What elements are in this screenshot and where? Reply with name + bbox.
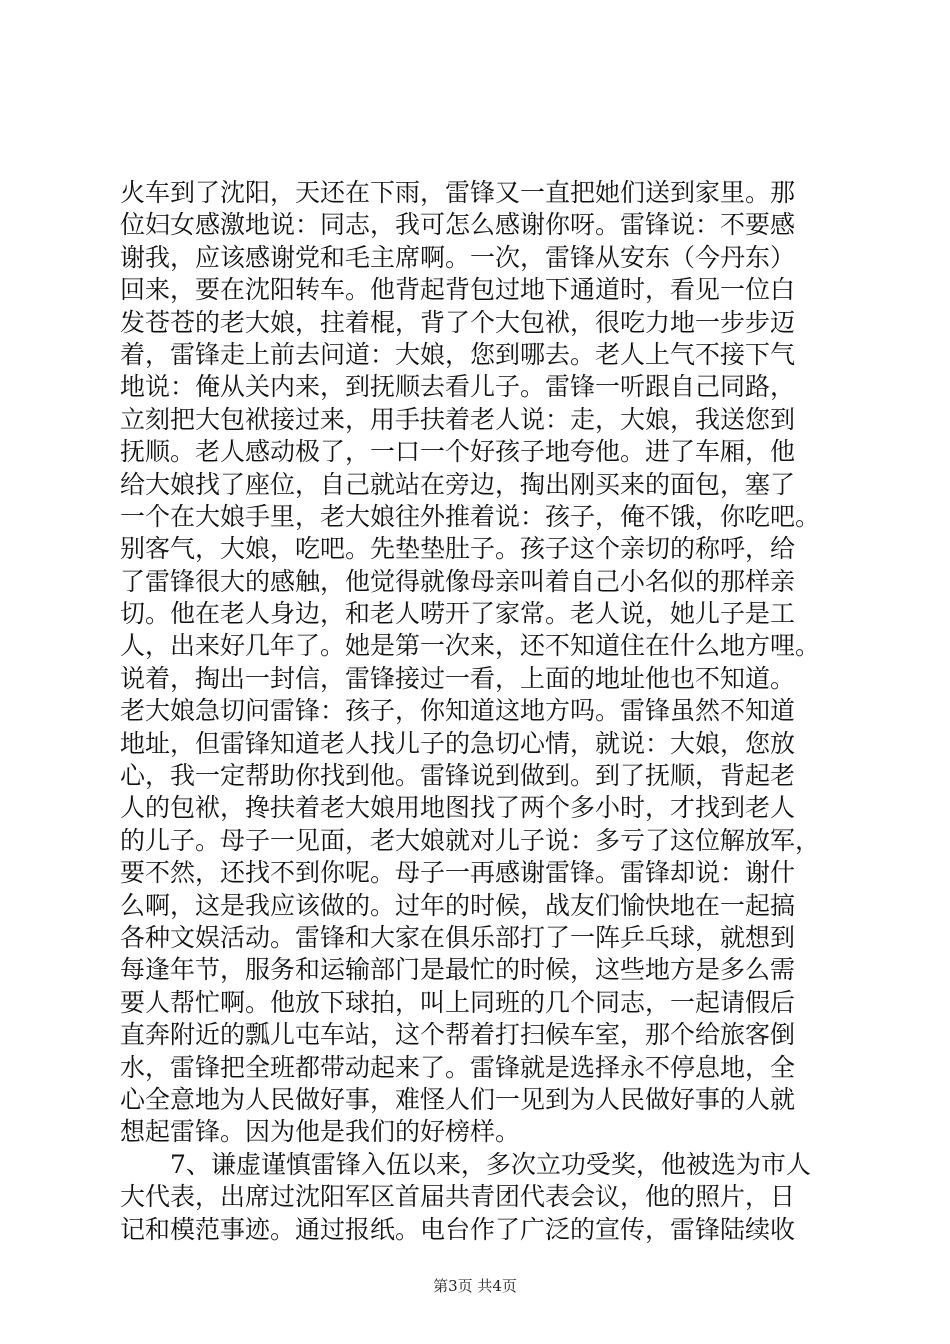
text-line: 么啊，这是我应该做的。过年的时候，战友们愉快地在一起搞 xyxy=(120,890,796,920)
text-line: 直奔附近的瓢儿屯车站，这个帮着打扫候车室，那个给旅客倒 xyxy=(120,1020,796,1050)
text-line: 立刻把大包袱接过来，用手扶着老人说：走，大娘，我送您到 xyxy=(120,404,796,434)
text-line: 心全意地为人民做好事，难怪人们一见到为人民做好事的人就 xyxy=(120,1084,796,1114)
text-line: 人的包袱，搀扶着老大娘用地图找了两个多小时，才找到老人 xyxy=(120,793,796,823)
text-line: 老大娘急切问雷锋：孩子，你知道这地方吗。雷锋虽然不知道 xyxy=(120,696,796,726)
text-line: 水，雷锋把全班都带动起来了。雷锋就是选择永不停息地，全 xyxy=(120,1052,796,1082)
text-line: 各种文娱活动。雷锋和大家在俱乐部打了一阵乒乓球，就想到 xyxy=(120,922,796,952)
section-7-first-line: 7、谦虚谨慎雷锋入伍以来，多次立功受奖，他被选为市人 xyxy=(120,1149,811,1179)
text-line: 想起雷锋。因为他是我们的好榜样。 xyxy=(120,1117,521,1147)
text-line: 发苍苍的老大娘，拄着棍，背了个大包袱，很吃力地一步步迈 xyxy=(120,307,796,337)
text-line: 大代表，出席过沈阳军区首届共青团代表会议，他的照片，日 xyxy=(120,1182,796,1212)
text-line: 心，我一定帮助你找到他。雷锋说到做到。到了抚顺，背起老 xyxy=(120,761,796,791)
body-text xyxy=(120,177,840,1246)
text-line: 地说：俺从关内来，到抚顺去看儿子。雷锋一听跟自己同路， xyxy=(120,372,796,402)
text-line: 抚顺。老人感动极了，一口一个好孩子地夸他。进了车厢，他 xyxy=(120,437,796,467)
text-line: 每逢年节，服务和运输部门是最忙的时候，这些地方是多么需 xyxy=(120,955,796,985)
text-line: 地址，但雷锋知道老人找儿子的急切心情，就说：大娘，您放 xyxy=(120,728,796,758)
page-number-footer: 第3页 共4页 xyxy=(433,1277,517,1295)
text-line: 的儿子。母子一见面，老大娘就对儿子说：多亏了这位解放军， xyxy=(120,825,821,855)
text-line: 要不然，还找不到你呢。母子一再感谢雷锋。雷锋却说：谢什 xyxy=(120,858,796,888)
text-line: 位妇女感激地说：同志，我可怎么感谢你呀。雷锋说：不要感 xyxy=(120,210,796,240)
text-line: 切。他在老人身边，和老人唠开了家常。老人说，她儿子是工 xyxy=(120,599,796,629)
text-line: 一个在大娘手里，老大娘往外推着说：孩子，俺不饿，你吃吧。 xyxy=(120,501,821,531)
text-line: 人，出来好几年了。她是第一次来，还不知道住在什么地方哩。 xyxy=(120,631,821,661)
text-line: 别客气，大娘，吃吧。先垫垫肚子。孩子这个亲切的称呼，给 xyxy=(120,534,796,564)
text-line: 了雷锋很大的感触，他觉得就像母亲叫着自己小名似的那样亲 xyxy=(120,566,796,596)
text-line: 回来，要在沈阳转车。他背起背包过地下通道时，看见一位白 xyxy=(120,275,796,305)
text-line: 谢我，应该感谢党和毛主席啊。一次，雷锋从安东（今丹东） xyxy=(120,242,796,272)
text-line: 给大娘找了座位，自己就站在旁边，掏出刚买来的面包，塞了 xyxy=(120,469,796,499)
text-line: 火车到了沈阳，天还在下雨，雷锋又一直把她们送到家里。那 xyxy=(120,178,796,207)
text-line: 说着，掏出一封信，雷锋接过一看，上面的地址他也不知道。 xyxy=(120,663,796,693)
text-line: 着，雷锋走上前去问道：大娘，您到哪去。老人上气不接下气 xyxy=(120,339,796,369)
text-line: 记和模范事迹。通过报纸。电台作了广泛的宣传，雷锋陆续收 xyxy=(120,1214,796,1244)
text-line: 要人帮忙啊。他放下球拍，叫上同班的几个同志，一起请假后 xyxy=(120,987,796,1017)
